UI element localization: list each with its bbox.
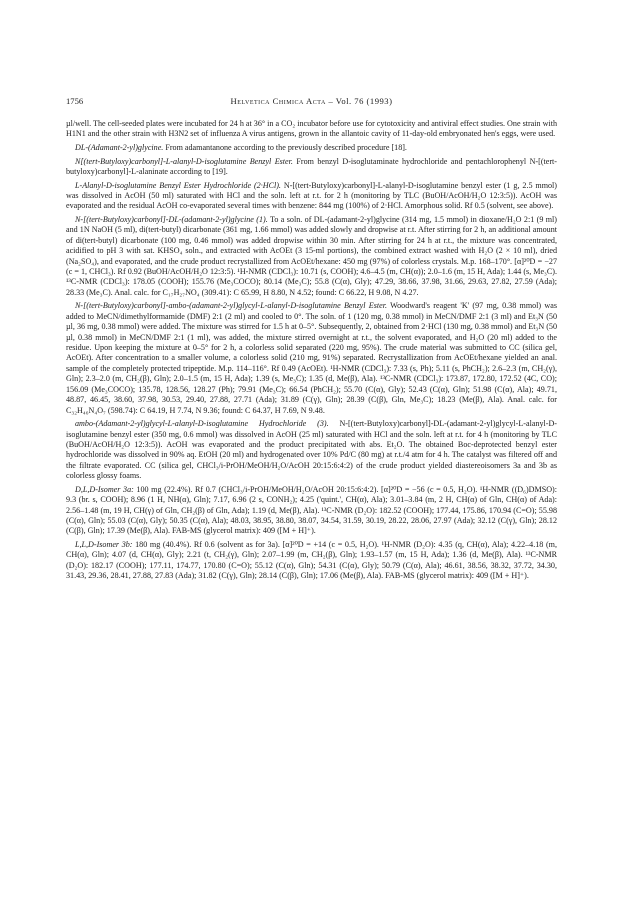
paragraph-text: µl/well. The cell-seeded plates were incubated for 24 h at 36° in a CO₂ incubator before use for cytotoxicity and antiviral effect studies. One strain with H1N1 and the other strain with H3N2 set of influenza A virus antigens, grown in the allantoic cavity of 11-day-old embryonated hen's eggs, were used. <box>66 119 557 139</box>
article-body <box>66 119 557 585</box>
page-number: 1756 <box>66 96 84 106</box>
paragraph-text: N-[(tert-Butyloxy)carbonyl]-DL-(adamant-2-yl)glycyl-L-alanyl-D-isoglutamine benzyl ester (350 mg, 0.6 mmol) was dissolved in AcOH (25 ml) saturated with HCl and the soln. left at r.t. for 4 h (monitoring by TLC (BuOH/AcOH/H₂O 12:3:5)). AcOH was evaporated and the product precipitated with abs. Et₂O. The obtained Boc-deprotected benzyl ester hydrochloride was dissolved in 90% aq. EtOH (20 ml) and hydrogenated over 10% Pd/C (80 mg) at r.t./4 atm for 4 h. The catalyst was filtered off and the filtrate evaporated. CC (silica gel, CHCl₃/i-PrOH/MeOH/H₂O/AcOH 20:15:6:4:2) of the crude product yielded diastereoisomers 3a and 3b as colorless glossy foams. <box>66 419 557 481</box>
paragraph-text: Woodward's reagent 'K' (97 mg, 0.38 mmol) was added to MeCN/dimethylformamide (DMF) 2:1 (2 ml) and cooled to 0°. The soln. of 1 (120 mg, 0.38 mmol) in MeCN/DMF 2:1 (3 ml) and Et₃N (50 µl, 36 mg, 0.38 mmol) were added. The mixture was stirred for 1.5 h at 0–5°. Subsequently, 2, obtained from 2·HCl (130 mg, 0.38 mmol) and Et₃N (50 µl, 0.38 mmol) in MeCN/DMF 2:1 (1 ml), was added, the mixture stirred overnight at r.t., the solvent evaporated, and H₂O (20 ml) added to the residue. Upon keeping the mixture at 0–5° for 2 h, a colorless solid separated (220 mg, 95%). The crude material was submitted to CC (silica gel, AcOEt). After concentration to a smaller volume, a colorless solid (210 mg, 91%) separated. Recrystallization from AcOEt/hexane yielded an anal. sample of the completely protected tripeptide. M.p. 114–116°. Rf 0.49 (AcOEt). ¹H-NMR (CDCl₃): 7.33 (s, Ph); 5.11 (s, PhCH₂); 2.6–2.3 (m, CH₂(γ), Gln); 2.3–2.0 (m, CH₂(β), Gln); 2.0–1.5 (m, 15 H, Ada); 1.39 (s, Me₃C); 1.35 (d, Me(β), Ala). ¹³C-NMR (CDCl₃): 173.87, 172.80, 172.52 (4C, CO); 156.09 (Me₃COCO); 135.78, 128.56, 128.27 (Ph); 79.91 (Me₃C); 66.54 (PhCH₂); 55.70 (C(α), Gly); 52.43 (C(α), Gln); 51.98 (C(α), Ala); 49.71, 48.87, 46.45, 38.60, 37.98, 30.53, 29.40, 27.88, 27.71 (Ada); 31.89 (C(γ), Gln); 28.39 (C(β), Gln, Me₃C); 18.23 (Me(β), Ala). Anal. calc. for C₃₂H₄₆N₄O₇ (598.74): C 64.19, H 7.74, N 9.36; found: C 64.37, H 7.69, N 9.48. <box>66 301 557 415</box>
paragraph-lead: D,L,D-Isomer 3a: <box>75 484 134 494</box>
paragraph <box>66 301 557 415</box>
paragraph <box>66 143 557 153</box>
paragraph <box>66 419 557 481</box>
paragraph <box>66 215 557 298</box>
journal-name: Helvetica Chimica Acta <box>230 96 326 106</box>
paragraph-text: N-[(tert-Butyloxy)carbonyl]-L-alanyl-D-isoglutamine benzyl ester (1 g, 2.5 mmol) was dissolved in AcOH (50 ml) saturated with HCl and the soln. left at r.t. for 2 h (monitoring by TLC (BuOH/AcOH/H₂O 12:3:5)). AcOH was evaporated and the residual AcOH co-evaporated several times with benzene: 844 mg (100%) of 2·HCl. Amorphous solid. Rf 0.5 (solvent, see above). <box>66 180 557 211</box>
paragraph-lead: L-Alanyl-D-isoglutamine Benzyl Ester Hydrochloride (2·HCl). <box>75 180 281 190</box>
paragraph <box>66 485 557 537</box>
paragraph-text: From adamantanone according to the previously described procedure [18]. <box>163 143 407 152</box>
paragraph-text: To a soln. of DL-(adamant-2-yl)glycine (314 mg, 1.5 mmol) in dioxane/H₂O 2:1 (9 ml) and 1N NaOH (5 ml), di(tert-butyl) dicarbonate (361 mg, 1.66 mmol) was added slowly and dropwise at r.t. After stirring for 2 h, an additional amount of di(tert-butyl) dicarbonate (100 mg, 0.46 mmol) was added dropwise within 30 min. After stirring for 24 h at r.t., the mixture was concentrated, acidified to pH 3 with sat. KHSO₄ soln., and extracted with AcOEt (3 15-ml portions), the combined extract washed with H₂O (2 × 10 ml), dried (Na₂SO₄), and evaporated, and the crude product recrystallized from AcOEt/hexane: 450 mg (97%) of colorless crystals. M.p. 168–170°. [α]²⁰D = −27 (c = 1, CHCl₃). Rf 0.92 (BuOH/AcOH/H₂O 12:3:5). ¹H-NMR (CDCl₃): 10.71 (s, COOH); 4.6–4.5 (m, CH(α)); 2.0–1.6 (m, 15 H, Ada); 1.44 (s, Me₃C). ¹³C-NMR (CDCl₃): 178.05 (COOH); 155.76 (Me₃COCO); 80.14 (Me₃C); 55.8 (C(α), Gly); 47.29, 38.66, 37.98, 31.66, 29.63, 27.82, 27.59 (Ada); 28.33 (Me₃C). Anal. calc. for C₁₇H₂₇NO₄ (309.41): C 65.99, H 8.80, N 4.52; found: C 66.22, H 9.08, N 4.27. <box>66 215 557 297</box>
paragraph-text: From benzyl D-isoglutaminate hydrochloride and pentachlorophenyl N-[(tert-butyloxy)carbonyl]-L-alaninate according to [19]. <box>66 156 557 176</box>
journal-title <box>66 96 557 106</box>
paragraph <box>66 540 557 582</box>
paragraph-lead: N-[(tert-Butyloxy)carbonyl]-ambo-(adamant-2-yl)glycyl-L-alanyl-D-isoglutamine Benzyl Ester. <box>75 301 387 311</box>
paragraph-text: 180 mg (40.4%). Rf 0.6 (solvent as for 3a). [α]²⁰D = +14 (c = 0.5, H₂O). ¹H-NMR (D₂O): 4.35 (q, CH(α), Ala); 4.22–4.18 (m, CH(α), Gln); 4.07 (d, CH(α), Gly); 2.21 (t, CH₂(γ), Gln); 2.07–1.99 (m, CH₂(β), Gln); 1.93–1.57 (m, 15 H, Ada); 1.36 (d, Me(β), Ala). ¹³C-NMR (D₂O): 182.17 (COOH); 177.11, 174.77, 170.80 (C=O); 55.12 (C(α), Gln); 54.31 (C(α), Gly); 50.79 (C(α), Ala); 46.61, 38.56, 38.32, 37.72, 34.30, 31.43, 29.36, 28.41, 27.88, 27.83 (Ada); 31.82 (C(γ), Gln); 28.14 (C(β), Gln); 17.06 (Me(β), Ala). FAB-MS (glycerol matrix): 409 ([M + H]⁺). <box>66 539 557 581</box>
paragraph-lead: L,L,D-Isomer 3b: <box>75 539 133 549</box>
paragraph-lead: DL-(Adamant-2-yl)glycine. <box>75 143 164 152</box>
paragraph <box>66 119 557 140</box>
paragraph-text: 100 mg (22.4%). Rf 0.7 (CHCl₃/i-PrOH/MeOH/H₂O/AcOH 20:15:6:4:2). [α]²⁰D = −56 (c = 0.5, H₂O). ¹H-NMR ((D₆)DMSO): 9.3 (br. s, COOH); 8.96 (1 H, NH(α), Gln); 7.17, 6.96 (2 s, CONH₂); 4.25 ('quint.', CH(α), Ala); 3.01–3.84 (m, 2 H, CH(α) of Gln, CH(α) of Ada): 2.56–1.48 (m, 19 H, CH(γ) of Gln, CH₂(β) of Gln, Ada); 1.19 (d, Me(β), Ala). ¹³C-NMR (D₂O): 182.52 (COOH); 177.44, 175.86, 170.94 (C=O); 55.98 (C(α), Gln); 55.03 (C(α), Gly); 50.35 (C(α), Ala); 48.03, 38.95, 38.80, 38.07, 34.54, 31.59, 30.19, 28.22, 28.06, 27.97 (Ada); 32.12 (C(γ), Gln); 28.12 (C(β), Gln); 17.39 (Me(β), Ala). FAB-MS (glycerol matrix): 409 ([M + H]⁺). <box>66 484 557 536</box>
paragraph-lead: N[(tert-Butyloxy)carbonyl]-L-alanyl-D-isoglutamine Benzyl Ester. <box>75 156 293 166</box>
paragraph <box>66 157 557 178</box>
paragraph-lead: ambo-(Adamant-2-yl)glycyl-L-alanyl-D-isoglutamine Hydrochloride (3). <box>75 419 329 429</box>
paragraph-lead: N-[(tert-Butyloxy)carbonyl]-DL-(adamant-2-yl)glycine (1). <box>75 215 268 224</box>
paragraph <box>66 181 557 212</box>
journal-volume: – Vol. 76 (1993) <box>328 96 393 106</box>
running-header <box>66 96 557 110</box>
